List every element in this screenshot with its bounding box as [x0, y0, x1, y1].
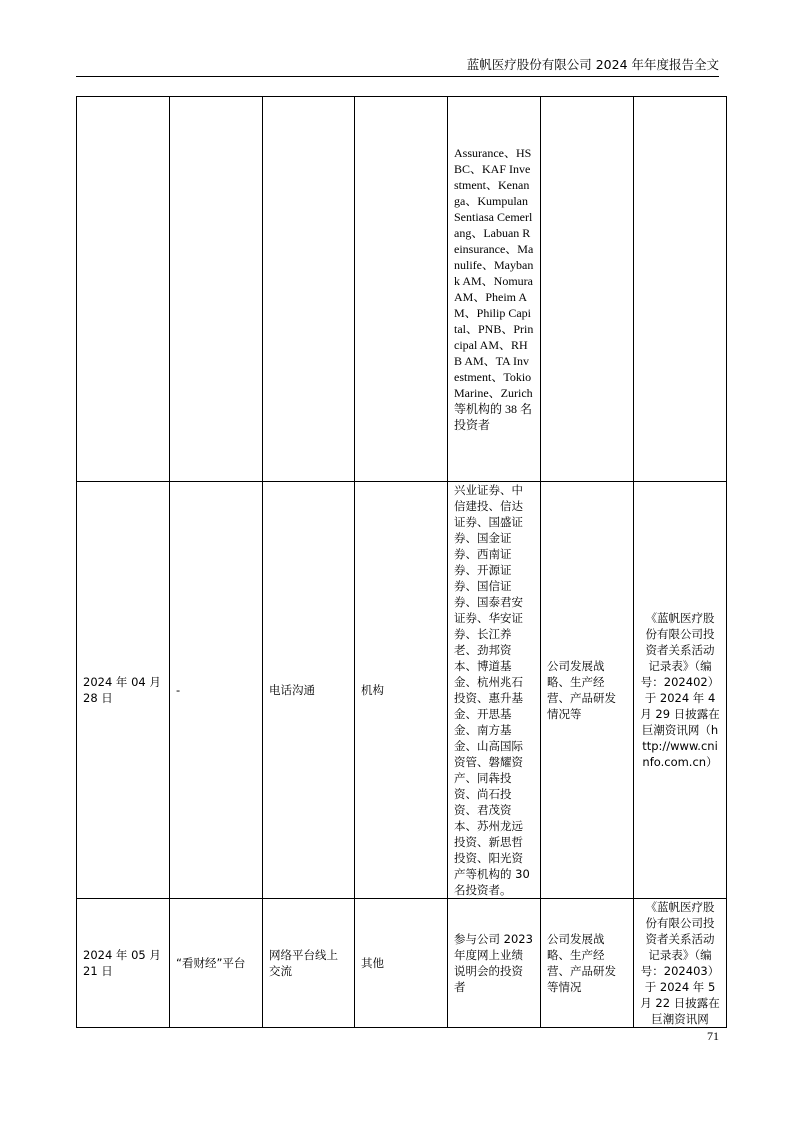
index-cell: 《蓝帆医疗股份有限公司投资者关系活动记录表》（编号：202403）于 2024 年 5 月 22 日披露在巨潮资讯网 [634, 899, 727, 1028]
date-cell: 2024 年 05 月 21 日 [77, 899, 170, 1028]
visitors-cell: 兴业证券、中信建投、信达证券、国盛证券、国金证券、西南证券、开源证券、国信证券、国泰君安证券、华安证券、长江养老、劲邦资本、博道基金、杭州兆石投资、惠升基金、开思基金、南方基金、山高国际资管、磐耀资产、同犇投资、尚石投资、君茂资本、苏州龙远投资、新思哲投资、阳光资产等机构的 30 名投资者。 [448, 482, 541, 899]
method-cell: 电话沟通 [263, 482, 355, 899]
index-cell: 《蓝帆医疗股份有限公司投资者关系活动记录表》（编号：202402）于 2024 年 4 月 29 日披露在巨潮资讯网（http://www.cninfo.com.cn） [634, 482, 727, 899]
topics-cell: 公司发展战略、生产经营、产品研发等情况 [541, 899, 634, 1028]
visitors-cell [448, 97, 541, 482]
table-row [77, 97, 727, 482]
visitor-type-cell: 其他 [355, 899, 448, 1028]
page-number: 71 [707, 1029, 719, 1043]
location-cell: - [170, 482, 263, 899]
visitors-cell: 参与公司 2023 年度网上业绩说明会的投资者 [448, 899, 541, 1028]
date-cell [77, 97, 170, 482]
topics-cell [541, 97, 634, 482]
page-header [76, 56, 719, 77]
table-row [77, 482, 727, 899]
table-row [77, 899, 727, 1028]
index-cell [634, 97, 727, 482]
visitor-type-cell: 机构 [355, 482, 448, 899]
report-title: 蓝帆医疗股份有限公司 2024 年年度报告全文 [466, 57, 719, 72]
location-cell: “看财经”平台 [170, 899, 263, 1028]
method-cell: 网络平台线上交流 [263, 899, 355, 1028]
investor-relations-table [76, 96, 727, 1028]
location-cell [170, 97, 263, 482]
date-cell: 2024 年 04 月 28 日 [77, 482, 170, 899]
visitor-type-cell [355, 97, 448, 482]
method-cell [263, 97, 355, 482]
visitors-text: Assurance、HSBC、KAF Investment、Kenanga、Kumpulan Sentiasa Cemerlang、Labuan Reinsurance、Manulife、Maybank AM、Nomura AM、Pheim AM、Philip Capital、PNB、Principal AM、RHB AM、TA Investment、Tokio Marine、Zurich 等机构的 38 名投资者 [454, 146, 534, 432]
topics-cell: 公司发展战略、生产经营、产品研发情况等 [541, 482, 634, 899]
